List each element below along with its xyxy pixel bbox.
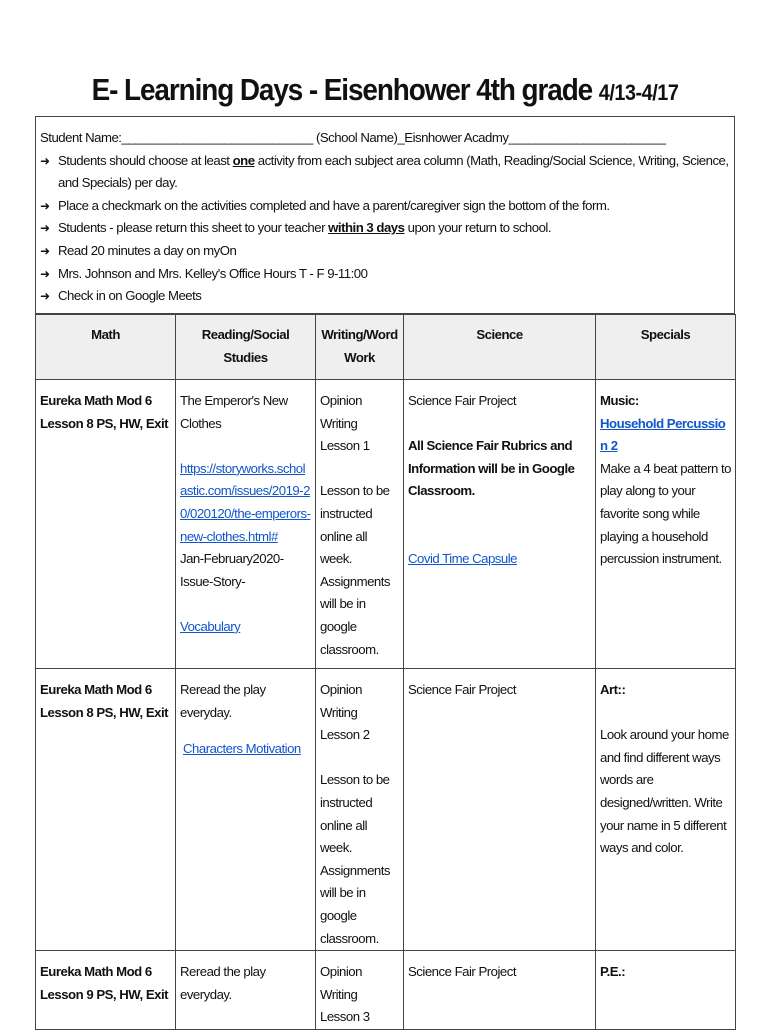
specials-cell [596, 669, 736, 951]
reading-cell: Reread the play everyday. [176, 951, 316, 1030]
instruction-text: activity from each subject area column (Math, Reading/Social Science, Writing, Science, and Specials) per day. [58, 152, 729, 191]
arrow-icon: ➜ [40, 266, 50, 281]
science-cell: Science Fair Project [404, 951, 596, 1030]
instruction-item [40, 263, 730, 286]
writing-text: Opinion Writing Lesson 1 [320, 393, 370, 454]
instruction-text: Students should choose at least [58, 152, 233, 168]
science-cell: Science Fair Project [404, 669, 596, 951]
specials-text: Look around your home and find different ways words are designed/written. Write your name in 5 different ways and color. [600, 727, 729, 856]
reading-text: Reread the play everyday. [180, 682, 266, 720]
arrow-icon: ➜ [40, 289, 50, 304]
covid-capsule-link[interactable]: Covid Time Capsule [408, 550, 518, 566]
page-title [39, 72, 732, 108]
arrow-icon: ➜ [40, 198, 50, 213]
science-text: Science Fair Project [408, 393, 516, 408]
title-main: E- Learning Days - Eisenhower 4th grade [91, 72, 593, 107]
student-name-line: Student Name:____________________________ (School Name)_Eisnhower Acadmy_______________________ [40, 130, 666, 145]
table-row [36, 380, 736, 669]
writing-cell [316, 380, 404, 669]
percussion-link[interactable]: Household Percussion 2 [600, 415, 726, 454]
writing-note: Lesson to be instructed online all week. Assignments will be in google classroom. [320, 483, 390, 657]
instruction-text: Check in on Google Meets [58, 288, 202, 304]
column-header-specials: Specials [596, 315, 736, 380]
instruction-item [40, 240, 730, 263]
column-header-math: Math [36, 315, 176, 380]
reading-text: The Emperor's New Clothes [180, 393, 288, 431]
math-cell: Eureka Math Mod 6 Lesson 9 PS, HW, Exit [36, 951, 176, 1030]
science-note: All Science Fair Rubrics and Information will be in Google Classroom. [408, 438, 575, 499]
arrow-icon: ➜ [40, 221, 50, 236]
vocabulary-link[interactable]: Vocabulary [180, 618, 241, 634]
arrow-icon: ➜ [40, 243, 50, 258]
instructions-box [35, 116, 735, 314]
specials-text: Make a 4 beat pattern to play along to your favorite song while playing a household percussion instrument. [600, 460, 731, 567]
arrow-icon: ➜ [40, 153, 50, 168]
science-cell [404, 380, 596, 669]
math-cell: Eureka Math Mod 6 Lesson 8 PS, HW, Exit [36, 380, 176, 669]
instruction-item [40, 150, 730, 195]
instruction-text: Place a checkmark on the activities completed and have a parent/caregiver sign the bottom of the form. [58, 197, 610, 213]
writing-note: Lesson to be instructed online all week. Assignments will be in google classroom. [320, 772, 390, 946]
instruction-text: upon your return to school. [404, 220, 552, 236]
column-header-science: Science [404, 315, 596, 380]
writing-cell [316, 669, 404, 951]
instruction-text: Read 20 minutes a day on myOn [58, 242, 237, 258]
instruction-emphasis: within 3 days [328, 220, 405, 236]
instruction-emphasis: one [232, 152, 255, 168]
specials-cell: P.E.: [596, 951, 736, 1030]
specials-cell [596, 380, 736, 669]
table-row [36, 951, 736, 1030]
title-dates: 4/13-4/17 [598, 80, 679, 105]
reading-cell [176, 380, 316, 669]
instruction-text: Mrs. Johnson and Mrs. Kelley's Office Hours T - F 9-11:00 [58, 265, 368, 281]
instruction-item [40, 285, 730, 308]
characters-motivation-link[interactable]: Characters Motivation [183, 741, 301, 757]
reading-cell [176, 669, 316, 951]
table-header-row [36, 315, 736, 380]
writing-text: Opinion Writing Lesson 2 [320, 682, 370, 743]
column-header-reading: Reading/Social Studies [176, 315, 316, 380]
specials-title: Art:: [600, 682, 626, 697]
writing-cell: Opinion Writing Lesson 3 [316, 951, 404, 1030]
instruction-item [40, 195, 730, 218]
instruction-text: Students - please return this sheet to your teacher [58, 220, 329, 236]
story-link[interactable]: https://storyworks.scholastic.com/issues/2019-20/020120/the-emperors-new-clothes.html# [180, 460, 311, 544]
table-row [36, 669, 736, 951]
reading-issue-text: Jan-February2020-Issue-Story- [180, 551, 284, 589]
math-cell: Eureka Math Mod 6 Lesson 8 PS, HW, Exit [36, 669, 176, 951]
schedule-table [35, 314, 736, 1030]
specials-title: Music: [600, 393, 639, 408]
column-header-writing: Writing/Word Work [316, 315, 404, 380]
instruction-item [40, 217, 730, 240]
